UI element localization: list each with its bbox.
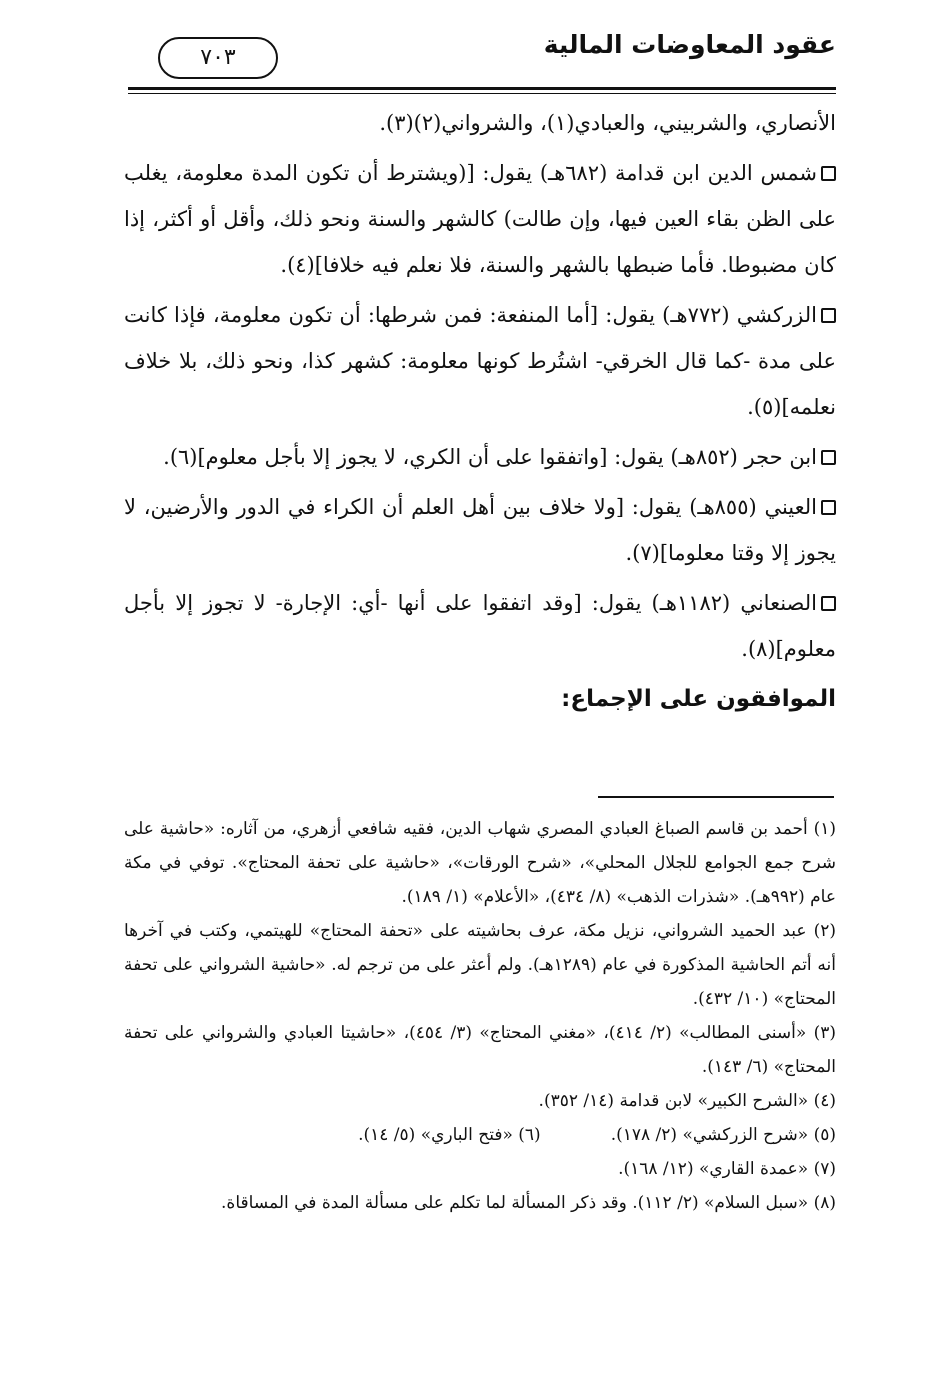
paragraph-text: الزركشي (٧٧٢هـ) يقول: [أما المنفعة: فمن شرطها: أن تكون معلومة، فإذا كانت على مدة -كما قال الخرقي- اشتُرط كونها معلومة: كشهر كذا، ونحو ذلك، بلا خلاف نعلمه](٥). <box>124 303 836 419</box>
footnote: (٤) «الشرح الكبير» لابن قدامة (١٤/ ٣٥٢). <box>538 1091 836 1111</box>
footnote-separator <box>598 796 834 798</box>
footnote: (٥) «شرح الزركشي» (٢/ ١٧٨). <box>610 1125 836 1145</box>
quote-paragraph <box>124 580 836 672</box>
square-bullet-icon <box>821 500 836 515</box>
footnote: (٨) «سبل السلام» (٢/ ١١٢). وقد ذكر المسألة لما تكلم على مسألة المدة في المساقاة. <box>221 1193 836 1213</box>
header-rule-thin <box>128 93 836 94</box>
paragraph-text: ابن حجر (٨٥٢هـ) يقول: [واتفقوا على أن الكري، لا يجوز إلا بأجل معلوم](٦). <box>163 445 817 469</box>
paragraph-text: الصنعاني (١١٨٢هـ) يقول: [وقد اتفقوا على أنها -أي: الإجارة- لا تجوز إلا بأجل معلوم](٨). <box>124 591 836 661</box>
footnote: (٦) «فتح الباري» (٥/ ١٤). <box>358 1125 541 1145</box>
square-bullet-icon <box>821 450 836 465</box>
footnote: (٣) «أسنى المطالب» (٢/ ٤١٤)، «مغني المحتاج» (٣/ ٤٥٤)، «حاشيتا العبادي والشرواني على تحفة المحتاج» (٦/ ١٤٣). <box>124 1023 837 1077</box>
main-text <box>124 100 836 722</box>
quote-paragraph <box>124 150 836 288</box>
page-header <box>118 22 836 82</box>
footnotes <box>124 812 836 1220</box>
header-rule <box>128 87 836 90</box>
page-number: ٧٠٣ <box>158 37 278 79</box>
paragraph-continuation <box>124 100 836 146</box>
square-bullet-icon <box>821 166 836 181</box>
footnote: (٧) «عمدة القاري» (١٢/ ١٦٨). <box>618 1159 836 1179</box>
square-bullet-icon <box>821 596 836 611</box>
footnote: (٢) عبد الحميد الشرواني، نزيل مكة، عرف بحاشيته على «تحفة المحتاج» للهيتمي، وكتب في آخرها أنه أتم الحاشية المذكورة في عام (١٢٨٩هـ). ولم أعثر على من ترجم له. «حاشية الشرواني على تحفة المحتاج» (١٠/ ٤٣٢). <box>124 921 836 1009</box>
footnote: (١) أحمد بن قاسم الصباغ العبادي المصري شهاب الدين، فقيه شافعي أزهري، من آثاره: «حاشية على شرح جمع الجوامع للجلال المحلي»، «شرح الورقات»، «حاشية على تحفة المحتاج». توفي في مكة عام (٩٩٢هـ). «شذرات الذهب» (٨/ ٤٣٤)، «الأعلام» (١/ ١٨٩). <box>124 819 836 907</box>
quote-paragraph <box>124 484 836 576</box>
square-bullet-icon <box>821 308 836 323</box>
book-title: عقود المعاوضات المالية <box>543 30 836 59</box>
paragraph-text: الأنصاري، والشربيني، والعبادي(١)، والشرواني(٢)(٣). <box>379 111 836 135</box>
quote-paragraph <box>124 292 836 430</box>
quote-paragraph <box>124 434 836 480</box>
paragraph-text: شمس الدين ابن قدامة (٦٨٢هـ) يقول: [(ويشترط أن تكون المدة معلومة، يغلب على الظن بقاء العين فيها، وإن طالت) كالشهر والسنة ونحو ذلك، وأقل أو أكثر، إذا كان مضبوطا. فأما ضبطها بالشهر والسنة، فلا نعلم فيه خلافا](٤). <box>124 161 836 277</box>
section-heading: الموافقون على الإجماع: <box>561 686 836 712</box>
paragraph-text: العيني (٨٥٥هـ) يقول: [ولا خلاف بين أهل العلم أن الكراء في الدور والأرضين، لا يجوز إلا وقتا معلوما](٧). <box>124 495 836 565</box>
footnote-pair <box>124 1118 836 1152</box>
